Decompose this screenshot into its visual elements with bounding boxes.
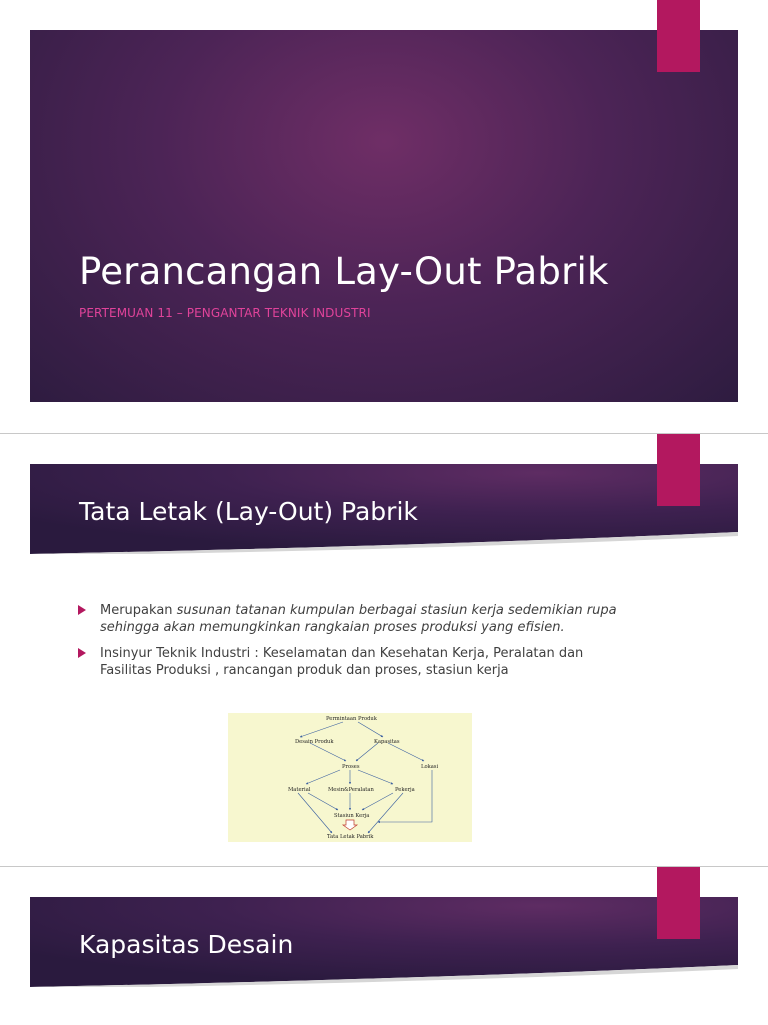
- bullet-arrow-icon: [78, 648, 86, 658]
- bullet-italic-text: susunan tatanan kumpulan berbagai stasiun kerja sedemikian rupa sehingga akan memungkinkan rangkaian proses produksi yang efisien.: [100, 603, 617, 635]
- node-mesin-peralatan: Mesin&Peralatan: [328, 787, 374, 793]
- node-pekerja: Pekerja: [395, 787, 415, 793]
- accent-tab: [657, 867, 700, 939]
- node-desain-produk: Desain Produk: [295, 739, 334, 745]
- slide-header-band: [30, 897, 738, 987]
- bullet-item: [78, 602, 638, 636]
- slide-header-band: [30, 464, 738, 554]
- slide-title: Kapasitas Desain: [79, 930, 294, 959]
- node-kapasitas: Kapasitas: [374, 739, 400, 745]
- bullet-arrow-icon: [78, 605, 86, 615]
- slide-tata-letak: [0, 433, 768, 866]
- node-permintaan-produk: Permintaan Produk: [326, 716, 377, 722]
- presentation-title: Perancangan Lay-Out Pabrik: [79, 250, 609, 293]
- accent-tab: [657, 434, 700, 506]
- presentation-subtitle: PERTEMUAN 11 – PENGANTAR TEKNIK INDUSTRI: [79, 306, 371, 320]
- node-material: Material: [288, 787, 311, 793]
- title-hero-panel: [30, 30, 738, 402]
- bullet-list: [78, 602, 638, 688]
- bullet-item: [78, 645, 638, 679]
- node-stasiun-kerja: Stasiun Kerja: [334, 813, 370, 819]
- accent-tab: [657, 0, 700, 72]
- node-proses: Proses: [342, 764, 360, 770]
- bullet-text: Insinyur Teknik Industri : Keselamatan dan Kesehatan Kerja, Peralatan dan Fasilitas Produksi , rancangan produk dan proses, stasiun kerja: [100, 646, 584, 678]
- node-tata-letak-pabrik: Tata Letak Pabrik: [327, 834, 374, 840]
- layout-flow-diagram: [228, 713, 472, 842]
- slide-title: [0, 0, 768, 432]
- slide-kapasitas-desain: [0, 866, 768, 1025]
- slide-title: Tata Letak (Lay-Out) Pabrik: [79, 497, 418, 526]
- node-lokasi: Lokasi: [421, 764, 439, 770]
- bullet-prefix: Merupakan: [100, 603, 177, 618]
